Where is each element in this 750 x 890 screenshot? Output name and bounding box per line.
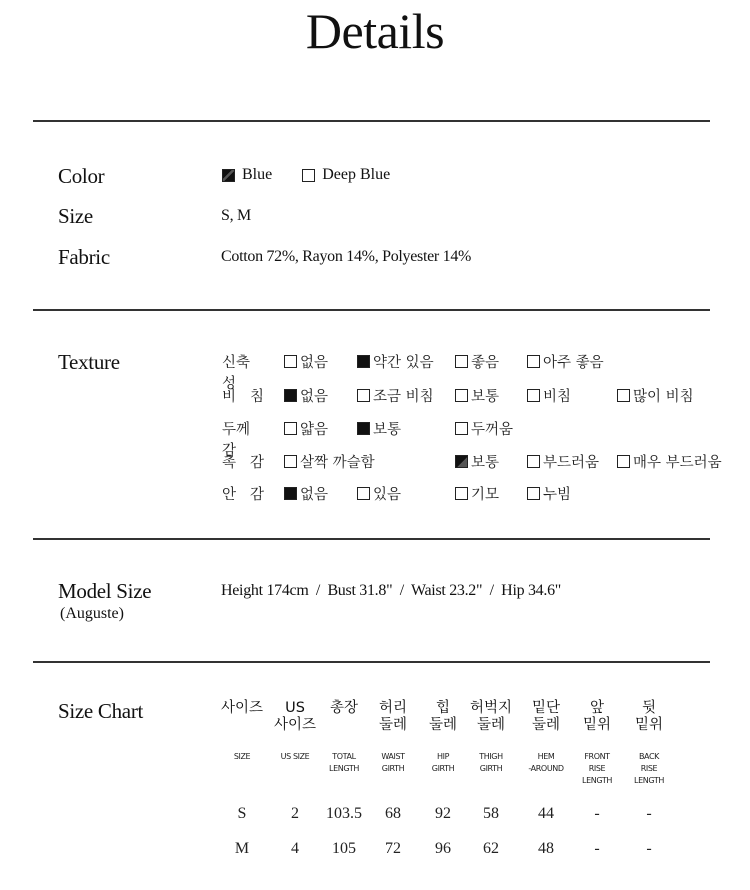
texture-option-label: 보통 [471, 389, 500, 405]
size-chart-cell: 62 [483, 840, 499, 857]
size-chart-header-kr: 총장 [329, 700, 358, 716]
size-chart-cell: - [646, 805, 652, 822]
color-label: Color [58, 164, 105, 188]
size-chart-cell: 92 [435, 805, 451, 822]
size-chart-cell: 4 [291, 840, 299, 857]
texture-row-label: 두께감 [222, 422, 251, 459]
texture-option-label: 보통 [471, 455, 500, 471]
texture-option[interactable] [284, 385, 328, 406]
size-chart-cell: 105 [332, 840, 356, 857]
checkbox-empty-icon [455, 487, 468, 500]
size-value: S, M [221, 207, 251, 224]
checkbox-empty-icon [284, 355, 297, 368]
size-chart-cell: - [594, 840, 600, 857]
texture-option-label: 누빔 [543, 487, 572, 503]
checkbox-empty-icon [527, 455, 540, 468]
size-chart-cell: 58 [483, 805, 499, 822]
checkbox-empty-icon [527, 487, 540, 500]
texture-row-label: 비 침 [222, 389, 264, 405]
size-chart-header-en: THIGH GIRTH [479, 752, 503, 773]
checkbox-empty-icon [455, 355, 468, 368]
texture-option-label: 있음 [373, 487, 402, 503]
checkbox-checked-icon [455, 455, 468, 468]
color-option-label: Deep Blue [322, 166, 391, 183]
size-chart-cell: - [646, 840, 652, 857]
model-size-label: Model Size [58, 579, 152, 603]
size-chart-cell: - [594, 805, 600, 822]
checkbox-empty-icon [284, 455, 297, 468]
divider [33, 309, 710, 311]
page-title: Details [305, 3, 445, 59]
color-option-deep-blue[interactable] [302, 166, 390, 184]
color-option-label: Blue [242, 166, 273, 183]
size-chart-header-en: FRONT RISE LENGTH [582, 752, 612, 785]
divider [33, 538, 710, 540]
texture-option[interactable] [455, 351, 499, 372]
texture-option[interactable] [357, 418, 401, 439]
size-chart-header-kr: 앞 밑위 [582, 700, 611, 733]
texture-option-label: 매우 부드러움 [633, 455, 722, 471]
texture-option-label: 부드러움 [543, 455, 600, 471]
size-chart-label: Size Chart [58, 699, 144, 723]
texture-option-label: 보통 [373, 422, 402, 438]
checkbox-checked-icon [222, 169, 235, 182]
divider [33, 661, 710, 663]
texture-option-label: 많이 비침 [633, 389, 694, 405]
texture-option-label: 두꺼움 [471, 422, 514, 438]
texture-option[interactable] [284, 451, 375, 472]
texture-option-label: 비침 [543, 389, 572, 405]
texture-option[interactable] [357, 483, 401, 504]
checkbox-empty-icon [455, 389, 468, 402]
checkbox-empty-icon [357, 487, 370, 500]
texture-option[interactable] [284, 418, 328, 439]
texture-option-label: 기모 [471, 487, 500, 503]
texture-option-label: 살짝 까슬함 [300, 455, 375, 471]
size-chart-cell: M [234, 840, 250, 857]
checkbox-empty-icon [455, 422, 468, 435]
checkbox-empty-icon [617, 455, 630, 468]
size-chart-cell: 72 [385, 840, 401, 857]
model-size-value: Height 174cm / Bust 31.8" / Waist 23.2" / Hip 34.6" [221, 582, 562, 599]
texture-option[interactable] [284, 483, 328, 504]
size-chart-header-en: US SIZE [280, 752, 310, 761]
texture-option[interactable] [284, 351, 328, 372]
size-chart-header-kr: 밑단 둘레 [531, 700, 560, 733]
size-chart-header-en: WAIST GIRTH [381, 752, 405, 773]
texture-option-label: 좋음 [471, 355, 500, 371]
size-chart-cell: 103.5 [326, 805, 362, 822]
checkbox-empty-icon [284, 422, 297, 435]
size-chart-header-kr: 허리 둘레 [378, 700, 407, 733]
texture-option-label: 조금 비침 [373, 389, 434, 405]
texture-label: Texture [58, 350, 120, 374]
checkbox-empty-icon [527, 355, 540, 368]
size-chart-cell: 96 [435, 840, 451, 857]
checkbox-checked-icon [284, 487, 297, 500]
texture-option[interactable] [455, 418, 513, 439]
checkbox-empty-icon [302, 169, 315, 182]
size-chart-header-en: BACK RISE LENGTH [634, 752, 664, 785]
texture-option-label: 없음 [300, 355, 329, 371]
texture-option[interactable] [527, 385, 571, 406]
size-chart-header-en: TOTAL LENGTH [329, 752, 359, 773]
size-chart-header-kr: 힙 둘레 [428, 700, 457, 733]
fabric-value: Cotton 72%, Rayon 14%, Polyester 14% [221, 248, 472, 265]
texture-row-label: 안 감 [222, 487, 264, 503]
size-chart-header-en: SIZE [233, 752, 251, 761]
size-chart-cell: 2 [291, 805, 299, 822]
size-chart-header-kr: US 사이즈 [273, 700, 317, 733]
size-chart-header-kr: 사이즈 [220, 700, 264, 716]
size-chart-header-en: HEM -AROUND [528, 752, 564, 773]
texture-option-label: 없음 [300, 487, 329, 503]
checkbox-empty-icon [527, 389, 540, 402]
texture-option-label: 아주 좋음 [543, 355, 604, 371]
fabric-label: Fabric [58, 245, 110, 269]
texture-option[interactable] [357, 351, 434, 372]
texture-option[interactable] [617, 385, 694, 406]
texture-option[interactable] [455, 385, 499, 406]
texture-option[interactable] [617, 451, 722, 472]
size-chart-cell: S [237, 805, 247, 822]
texture-option[interactable] [527, 451, 599, 472]
size-chart-header-kr: 허벅지 둘레 [469, 700, 513, 733]
texture-option-label: 얇음 [300, 422, 329, 438]
texture-option[interactable] [527, 351, 604, 372]
texture-option[interactable] [455, 451, 499, 472]
checkbox-checked-icon [357, 355, 370, 368]
texture-option[interactable] [455, 483, 499, 504]
checkbox-checked-icon [284, 389, 297, 402]
texture-row-label: 신축성 [222, 355, 251, 392]
size-chart-cell: 44 [538, 805, 554, 822]
texture-option-label: 약간 있음 [373, 355, 434, 371]
texture-option-label: 없음 [300, 389, 329, 405]
color-options [222, 166, 390, 184]
size-chart-header-en: HIP GIRTH [431, 752, 455, 773]
checkbox-empty-icon [357, 389, 370, 402]
texture-option[interactable] [357, 385, 434, 406]
size-chart-cell: 68 [385, 805, 401, 822]
size-label: Size [58, 204, 93, 228]
size-chart-cell: 48 [538, 840, 554, 857]
size-chart-header-kr: 뒷 밑위 [634, 700, 663, 733]
model-name: (Auguste) [60, 605, 124, 622]
color-option-blue[interactable] [222, 166, 272, 184]
checkbox-checked-icon [357, 422, 370, 435]
texture-option[interactable] [527, 483, 571, 504]
checkbox-empty-icon [617, 389, 630, 402]
texture-row-label: 촉 감 [222, 455, 264, 471]
divider [33, 120, 710, 122]
